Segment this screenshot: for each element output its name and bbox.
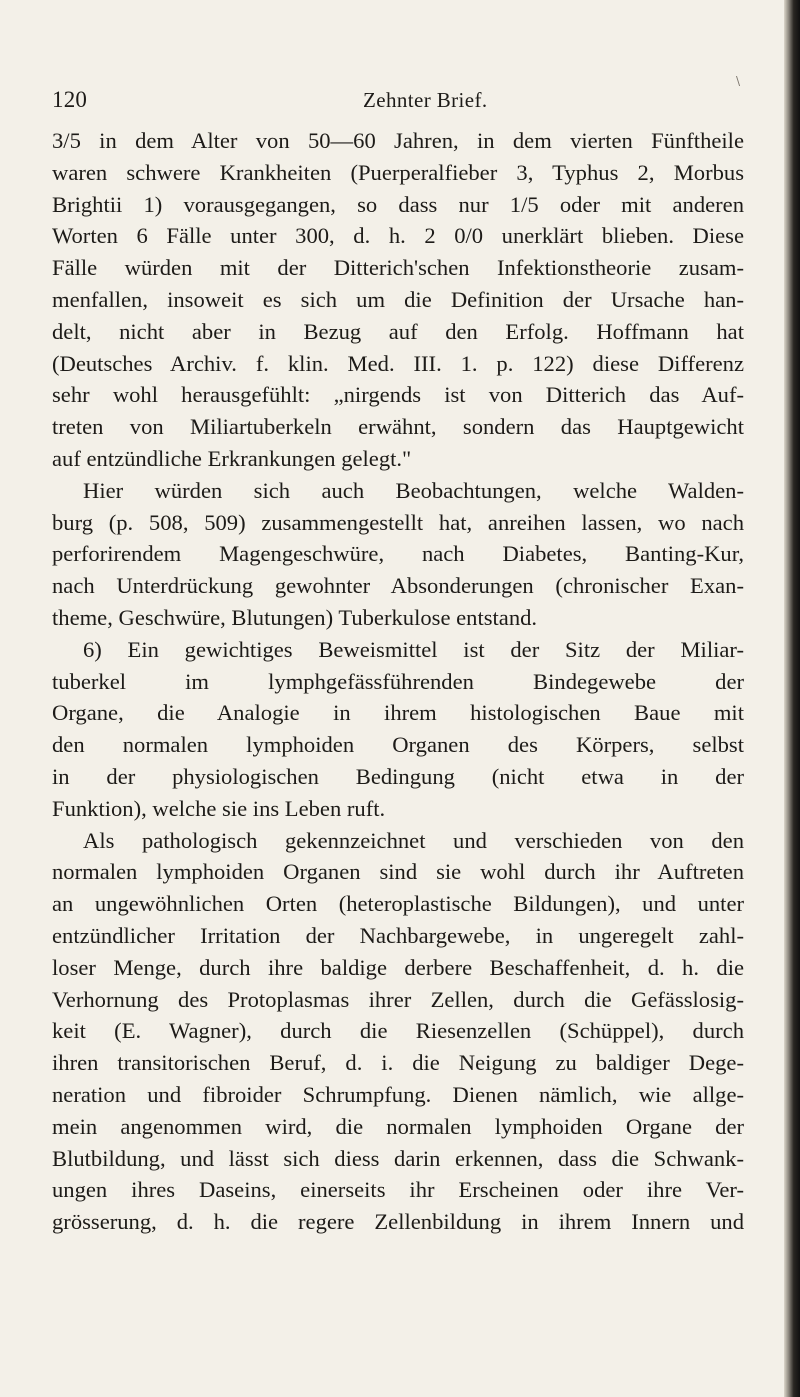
text-line: Verhornung des Protoplasmas ihrer Zellen, durch die Gefässlosig- xyxy=(52,986,744,1012)
text-line: burg (p. 508, 509) zusammengestellt hat, anreihen lassen, wo nach xyxy=(52,509,744,535)
text-line: delt, nicht aber in Bezug auf den Erfolg. Hoffmann hat xyxy=(52,318,744,344)
page-header xyxy=(52,87,742,115)
text-line: Hier würden sich auch Beobachtungen, welche Walden- xyxy=(83,477,744,503)
text-line: 3/5 in dem Alter von 50—60 Jahren, in dem vierten Fünftheile xyxy=(52,128,744,153)
text-line: entzündlicher Irritation der Nachbargewebe, in ungeregelt zahl- xyxy=(52,922,744,948)
text-line: auf entzündliche Erkrankungen gelegt." xyxy=(52,445,412,471)
text-line: loser Menge, durch ihre baldige derbere Beschaffenheit, d. h. die xyxy=(52,954,744,980)
text-line: treten von Miliartuberkeln erwähnt, sondern das Hauptgewicht xyxy=(52,414,744,440)
scan-mark: \ xyxy=(736,74,741,88)
text-line: mein angenommen wird, die normalen lymphoiden Organe der xyxy=(52,1113,744,1139)
text-line: den normalen lymphoiden Organen des Körpers, selbst xyxy=(52,732,744,758)
text-line: Funktion), welche sie ins Leben ruft. xyxy=(52,795,386,821)
text-line: waren schwere Krankheiten (Puerperalfieber 3, Typhus 2, Morbus xyxy=(52,159,744,185)
text-line: in der physiologischen Bedingung (nicht etwa in der xyxy=(52,763,744,789)
text-line: perforirendem Magengeschwüre, nach Diabetes, Banting-Kur, xyxy=(52,541,744,567)
text-line: neration und fibroider Schrumpfung. Dienen nämlich, wie allge- xyxy=(52,1081,744,1107)
text-line: Brightii 1) vorausgegangen, so dass nur 1/5 oder mit anderen xyxy=(52,191,744,217)
text-line: Worten 6 Fälle unter 300, d. h. 2 0/0 unerklärt blieben. Diese xyxy=(52,223,744,249)
text-line: menfallen, insoweit es sich um die Definition der Ursache han- xyxy=(52,286,744,312)
document-text xyxy=(52,125,744,1238)
text-line: sehr wohl herausgefühlt: „nirgends ist von Ditterich das Auf- xyxy=(52,382,744,408)
text-line: Blutbildung, und lässt sich diess darin erkennen, dass die Schwank- xyxy=(52,1145,744,1171)
text-line: keit (E. Wagner), durch die Riesenzellen (Schüppel), durch xyxy=(52,1018,744,1044)
text-line: ungen ihres Daseins, einerseits ihr Erscheinen oder ihre Ver- xyxy=(52,1177,744,1203)
text-line: ihren transitorischen Beruf, d. i. die Neigung zu baldiger Dege- xyxy=(52,1050,744,1076)
text-line: (Deutsches Archiv. f. klin. Med. III. 1. p. 122) diese Differenz xyxy=(52,350,744,376)
text-line: theme, Geschwüre, Blutungen) Tuberkulose entstand. xyxy=(52,604,538,630)
text-line: Organe, die Analogie in ihrem histologischen Baue mit xyxy=(52,700,744,726)
text-line: Als pathologisch gekennzeichnet und verschieden von den xyxy=(83,827,744,853)
text-line: normalen lymphoiden Organen sind sie wohl durch ihr Auftreten xyxy=(52,859,744,885)
text-line: grösserung, d. h. die regere Zellenbildung in ihrem Innern und xyxy=(52,1209,744,1235)
running-title: Zehnter Brief. xyxy=(363,88,488,112)
scanned-page-edge xyxy=(784,0,800,1397)
text-line: nach Unterdrückung gewohnter Absonderungen (chronischer Exan- xyxy=(52,573,744,599)
text-line: an ungewöhnlichen Orten (heteroplastische Bildungen), und unter xyxy=(52,891,744,917)
text-line: Fälle würden mit der Ditterich'schen Infektionstheorie zusam- xyxy=(52,255,744,281)
page-number: 120 xyxy=(52,87,88,112)
text-line: tuberkel im lymphgefässführenden Bindegewebe der xyxy=(52,668,744,694)
text-line: 6) Ein gewichtiges Beweismittel ist der Sitz der Miliar- xyxy=(83,636,744,662)
